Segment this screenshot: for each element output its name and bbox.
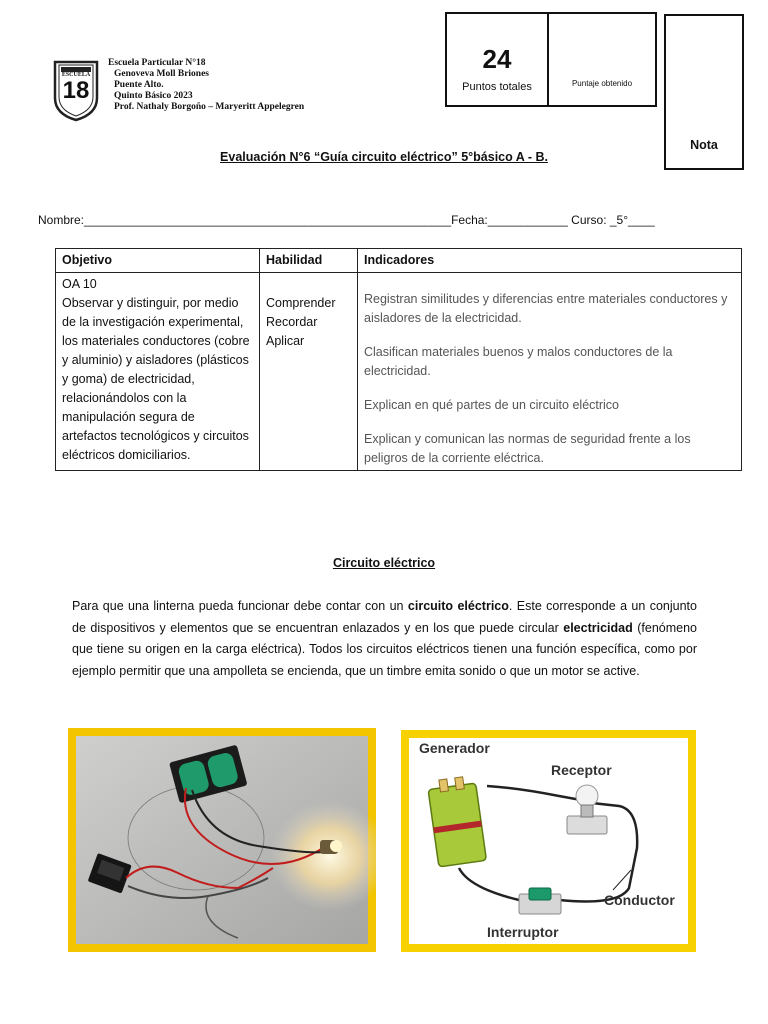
objectives-table [55, 248, 742, 471]
skill-item: Aplicar [266, 334, 305, 348]
evaluation-title: Evaluación N°6 “Guía circuito eléctrico” 5°básico A - B. [220, 150, 548, 164]
header-indicators: Indicadores [358, 249, 742, 273]
label-switch: Interruptor [487, 924, 559, 940]
objective-cell [56, 273, 260, 471]
label-generator: Generador [419, 740, 490, 756]
paragraph-bold: circuito eléctrico [407, 599, 509, 613]
label-conductor: Conductor [604, 892, 675, 908]
grade-box [664, 14, 744, 170]
indicator-item: Registran similitudes y diferencias entre materiales conductores y aisladores de la electricidad. [364, 292, 728, 325]
obtained-points-box [547, 12, 657, 107]
school-info [108, 58, 304, 113]
header-skill: Habilidad [260, 249, 358, 273]
header-objective: Objetivo [56, 249, 260, 273]
skills-cell [260, 273, 358, 471]
table-row [56, 273, 742, 471]
objective-text: Observar y distinguir, por medio de la investigación experimental, los materiales conductores (cobre y aluminio) y aisladores (plásticos y goma) de electricidad, relacionándolos con la manipulación segura de artefactos tecnológicos y circuitos eléctricos domiciliarios. [62, 296, 250, 462]
paragraph-bold: electricidad [563, 620, 633, 635]
badge-word: ESCUELA [61, 72, 91, 78]
objective-code: OA 10 [62, 277, 97, 291]
indicators-cell [358, 273, 742, 471]
paragraph-text: . Este corresponde a un conjunto de dispositivos y elementos que se encuentran enlazados y en los que puede circular [72, 599, 697, 635]
total-points-label: Puntos totales [462, 81, 532, 93]
school-city: Puente Alto. [114, 80, 164, 90]
table-header-row [56, 249, 742, 273]
grade-label: Nota [690, 138, 718, 152]
total-points-box [445, 12, 549, 107]
circuit-diagram-canvas [409, 738, 688, 944]
skill-item: Recordar [266, 315, 318, 329]
obtained-points-label: Puntaje obtenido [571, 79, 633, 88]
badge-number: 18 [62, 77, 90, 104]
indicator-item: Explican y comunican las normas de seguridad frente a los peligros de la corriente eléctrica. [364, 432, 691, 465]
school-badge [52, 60, 100, 122]
section-title: Circuito eléctrico [332, 556, 436, 570]
paragraph-text: (fenómeno que tiene su origen en la carga eléctrica). Todos los circuitos eléctricos tienen una función específica, como por ejemplo permitir que una ampolleta se encienda, que un timbre emita sonido o que un motor se active. [72, 620, 698, 679]
indicator-item: Explican en qué partes de un circuito eléctrico [364, 398, 620, 412]
circuit-diagram [401, 730, 696, 952]
skill-item: Comprender [266, 296, 336, 310]
label-receiver: Receptor [551, 762, 612, 778]
student-info-line: Nombre:_______________________________________________________Fecha:____________ Curso: _5°____ [38, 213, 655, 227]
paragraph-text: Para que una linterna pueda funcionar debe contar con un [72, 599, 408, 613]
indicator-item: Clasifican materiales buenos y malos conductores de la electricidad. [364, 345, 673, 378]
school-grade: Quinto Básico 2023 [114, 91, 193, 101]
school-name: Escuela Particular N°18 [108, 58, 206, 68]
school-teachers: Prof. Nathaly Borgoño – Maryeritt Appelegren [114, 102, 305, 112]
school-founder: Genoveva Moll Briones [114, 69, 209, 79]
total-points-value: 24 [482, 44, 512, 74]
circuit-photo [68, 728, 376, 952]
intro-paragraph [72, 596, 697, 683]
